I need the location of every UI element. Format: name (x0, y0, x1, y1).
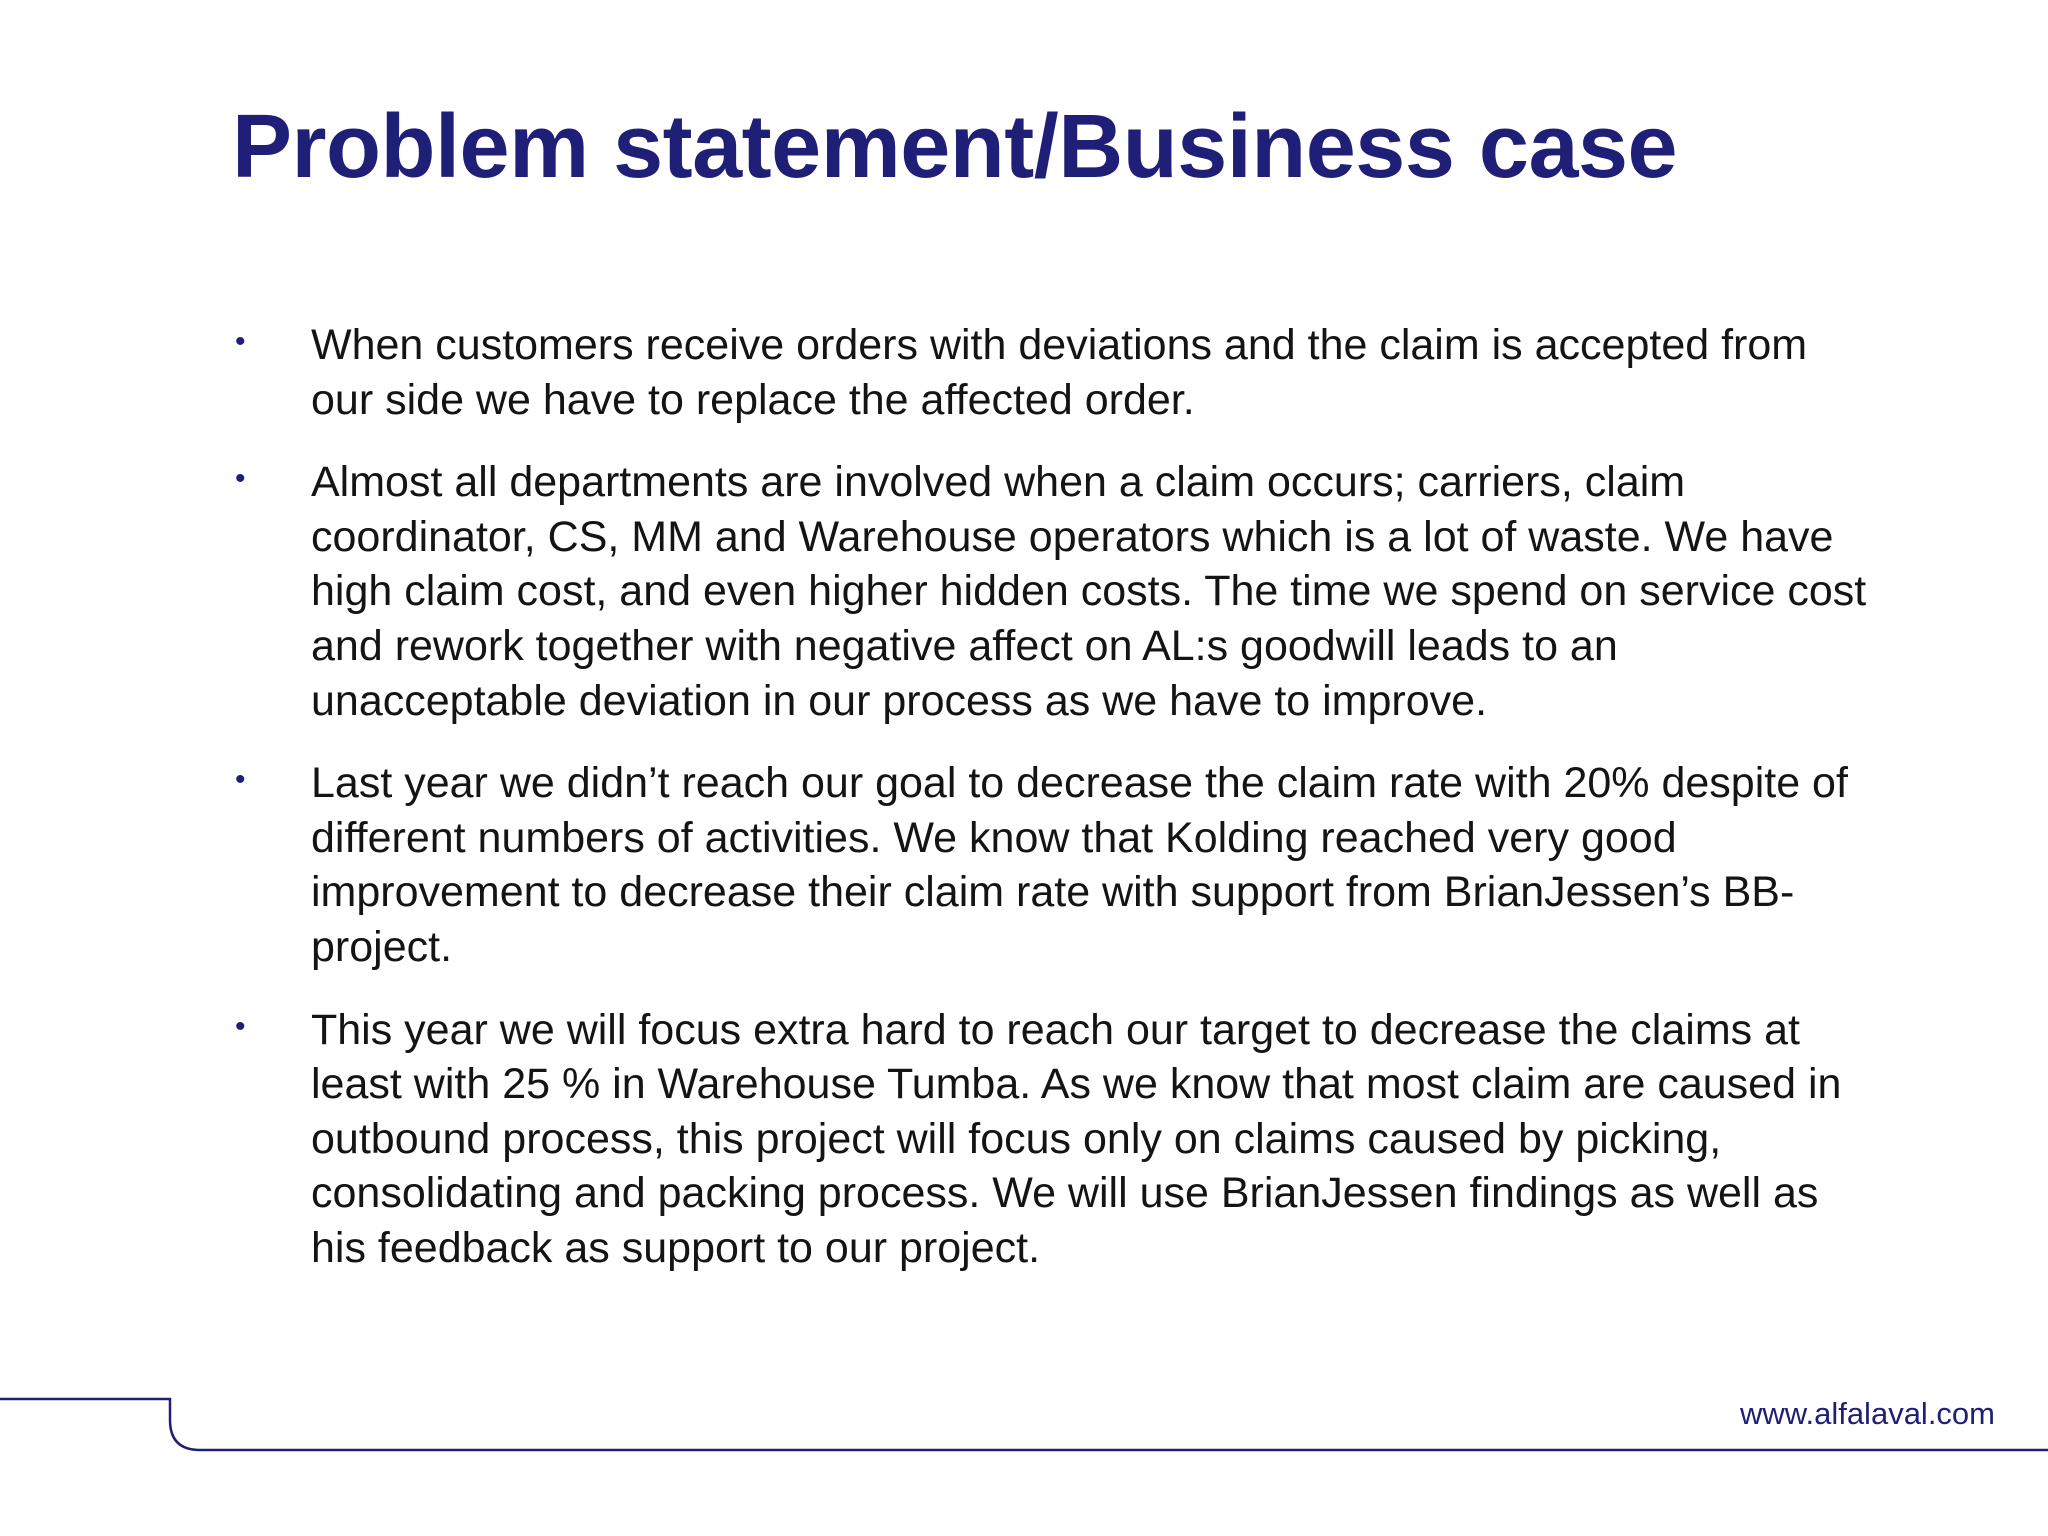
bullet-dot-icon: • (235, 763, 246, 797)
slide-title: Problem statement/Business case (232, 97, 1678, 197)
bullet-text: This year we will focus extra hard to reach our target to decrease the claims at least with 25 % in Warehouse Tumba. As we know that most claim are caused in outbound process, this project will focus only on claims caused by picking, consolidating and packing process. We will use BrianJessen findings as well as his feedback as support to our project. (311, 1005, 1842, 1272)
footer-url: www.alfalaval.com (1740, 1396, 1995, 1431)
bullet-text: Last year we didn’t reach our goal to decrease the claim rate with 20% despite of different numbers of activities. We know that Kolding reached very good improvement to decrease their claim rate with support from BrianJessen’s BB-project. (311, 759, 1848, 971)
bullet-dot-icon: • (235, 1009, 246, 1043)
bullet-item (232, 756, 1872, 974)
bullet-item (232, 1003, 1872, 1276)
bullet-dot-icon: • (235, 325, 246, 358)
bullet-text: When customers receive orders with deviations and the claim is accepted from our side we have to replace the affected order. (311, 321, 1808, 424)
bullet-item (232, 318, 1872, 427)
bullet-dot-icon: • (235, 462, 246, 496)
bullet-item (232, 455, 1872, 728)
bullet-list (232, 318, 1872, 1304)
bullet-text: Almost all departments are involved when a claim occurs; carriers, claim coordinator, CS, MM and Warehouse operators which is a lot of waste. We have high claim cost, and even higher hidden costs. The time we spend on service cost and rework together with negative affect on AL:s goodwill leads to an unacceptable deviation in our process as we have to improve. (311, 458, 1867, 725)
